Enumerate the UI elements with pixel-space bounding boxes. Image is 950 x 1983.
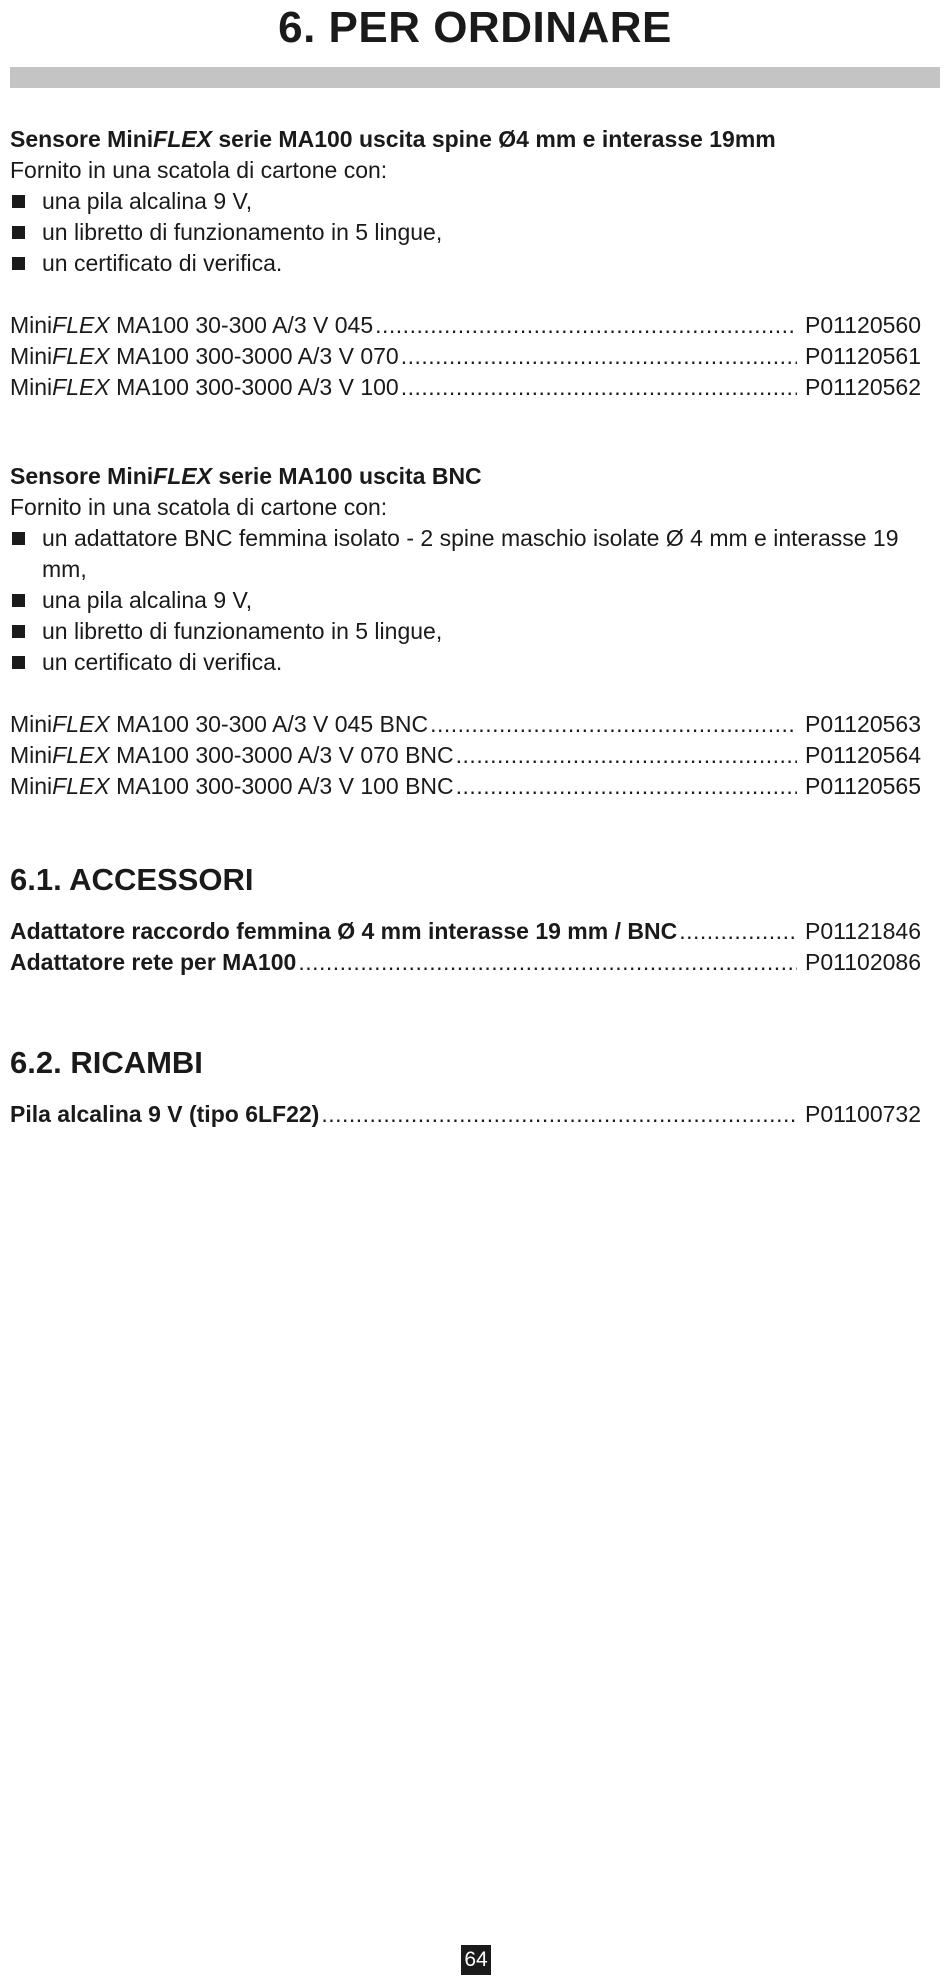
section-intro: Fornito in una scatola di cartone con: [10, 157, 388, 183]
leader-dots [401, 372, 797, 403]
order-code: P01121846 [805, 918, 921, 944]
section-heading: 6.1. ACCESSORI [10, 862, 254, 897]
page-number: 64 [461, 1945, 491, 1975]
bullet-square-icon [12, 532, 25, 545]
list-item: un adattatore BNC femmina isolato - 2 spine maschio isolate Ø 4 mm e interasse 19 mm, [10, 523, 939, 585]
bullet-square-icon [12, 226, 25, 239]
order-row: Adattatore raccordo femmina Ø 4 mm interasse 19 mm / BNC ..... P01121846 [10, 916, 921, 947]
order-row: MiniFLEX MA100 300-3000 A/3 V 100 BNC ..... P01120565 [10, 771, 921, 802]
order-row: MiniFLEX MA100 300-3000 A/3 V 100 ..... P01120562 [10, 372, 921, 403]
list-item: un certificato di verifica. [10, 647, 940, 678]
list-item: un libretto di funzionamento in 5 lingue, [10, 217, 940, 248]
list-item: una pila alcalina 9 V, [10, 186, 940, 217]
section-miniflex-bnc [10, 461, 940, 802]
order-row: Adattatore rete per MA100 ..... P01102086 [10, 947, 921, 978]
leader-dots [430, 709, 797, 740]
order-code: P01102086 [805, 949, 921, 975]
order-row: MiniFLEX MA100 300-3000 A/3 V 070 BNC ..... P01120564 [10, 740, 921, 771]
order-code: P01120564 [805, 742, 921, 768]
order-row: MiniFLEX MA100 300-3000 A/3 V 070 ..... P01120561 [10, 341, 921, 372]
bullet-square-icon [12, 257, 25, 270]
section-heading: Sensore MiniFLEX serie MA100 uscita BNC [10, 463, 482, 489]
order-row: MiniFLEX MA100 30-300 A/3 V 045 BNC ..... P01120563 [10, 709, 921, 740]
bullet-square-icon [12, 195, 25, 208]
list-item: un libretto di funzionamento in 5 lingue, [10, 616, 940, 647]
bullet-square-icon [12, 625, 25, 638]
leader-dots [456, 771, 797, 802]
bullet-square-icon [12, 656, 25, 669]
order-code: P01120560 [805, 312, 921, 338]
section-miniflex-spine [10, 124, 940, 403]
list-item: una pila alcalina 9 V, [10, 585, 940, 616]
leader-dots [401, 341, 797, 372]
order-code: P01120562 [805, 374, 921, 400]
list-item: un certificato di verifica. [10, 248, 940, 279]
order-row: Pila alcalina 9 V (tipo 6LF22) ..... P01100732 [10, 1099, 921, 1130]
order-row: MiniFLEX MA100 30-300 A/3 V 045 ..... P01120560 [10, 310, 921, 341]
section-heading: 6.2. RICAMBI [10, 1045, 203, 1080]
title-underline-bar [10, 67, 940, 88]
leader-dots [679, 916, 797, 947]
leader-dots [456, 740, 797, 771]
leader-dots [375, 310, 797, 341]
section-intro: Fornito in una scatola di cartone con: [10, 494, 388, 520]
page-title: 6. PER ORDINARE [278, 3, 672, 52]
order-code: P01120561 [805, 343, 921, 369]
order-code: P01100732 [805, 1101, 921, 1127]
leader-dots [321, 1099, 797, 1130]
section-accessori [10, 860, 940, 978]
section-ricambi [10, 1043, 940, 1130]
order-code: P01120563 [805, 711, 921, 737]
bullet-square-icon [12, 594, 25, 607]
order-code: P01120565 [805, 773, 921, 799]
leader-dots [298, 947, 797, 978]
section-heading: Sensore MiniFLEX serie MA100 uscita spine Ø4 mm e interasse 19mm [10, 126, 776, 152]
